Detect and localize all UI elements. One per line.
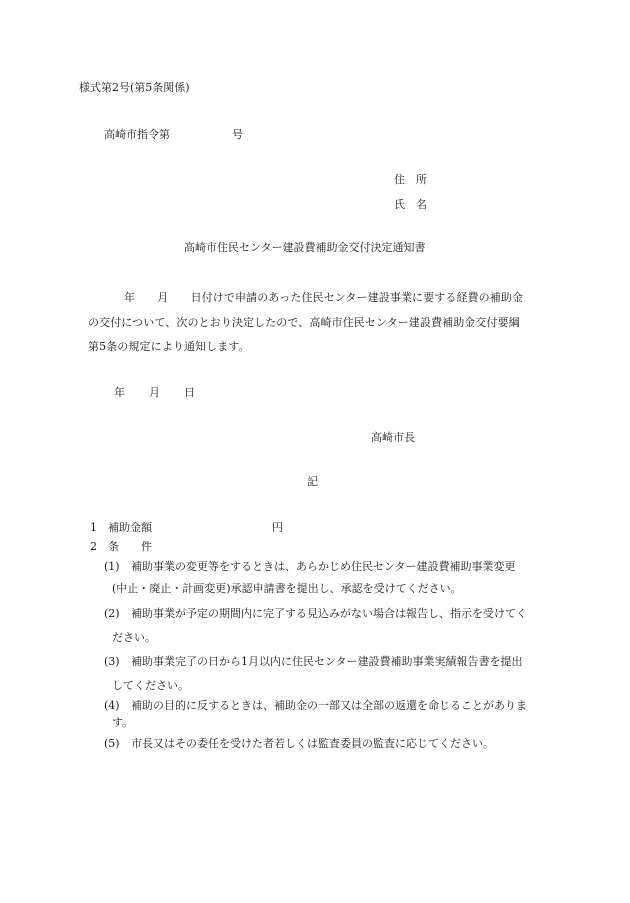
condition-2-line1: 補助事業が予定の期間内に完了する見込みがない場合は報告し、指示を受けてく [131, 607, 527, 620]
condition-4-line1: 補助の目的に反するときは、補助金の一部又は全部の返還を命じることがありま [131, 699, 527, 712]
address-label: 住 所 [394, 173, 427, 186]
condition-3-line1: 補助事業完了の日から1月以内に住民センター建設費補助事業実績報告書を提出 [131, 655, 523, 668]
note-heading: 記 [307, 475, 318, 488]
condition-3-line2: してください。 [112, 679, 189, 692]
date-day: 日 [184, 386, 195, 399]
item1-label: 補助金額 [108, 521, 152, 534]
document-title: 高崎市住民センター建設費補助金交付決定通知書 [184, 241, 426, 254]
condition-5-number: (5) [104, 737, 120, 750]
condition-1-line2: (中止・廃止・計画変更)承認申請書を提出し、承認を受けてください。 [112, 582, 462, 595]
body-line-3: 第5条の規定により通知します。 [88, 340, 250, 353]
item2-label: 条 件 [108, 540, 152, 553]
body-line-1: 年 月 日付けで申請のあった住民センター建設事業に要する経費の補助金 [124, 291, 524, 304]
doc-number-suffix: 号 [232, 128, 243, 141]
item1-number: 1 [90, 521, 97, 534]
condition-4-number: (4) [104, 699, 120, 712]
condition-1-line1: 補助事業の変更等をするときは、あらかじめ住民センター建設費補助事業変更 [131, 560, 516, 573]
item2-number: 2 [90, 540, 97, 553]
issuer: 高崎市長 [371, 431, 415, 444]
date-year: 年 [114, 386, 125, 399]
body-line-2: の交付について、次のとおり決定したので、高崎市住民センター建設費補助金交付要綱 [88, 316, 520, 329]
condition-2-line2: ださい。 [112, 631, 156, 644]
item1-unit: 円 [272, 521, 283, 534]
date-month: 月 [149, 386, 160, 399]
form-number: 様式第2号(第5条関係) [79, 81, 190, 94]
condition-5-line1: 市長又はその委任を受けた者若しくは監査委員の監査に応じてください。 [131, 737, 494, 750]
condition-3-number: (3) [104, 655, 120, 668]
doc-number-prefix: 高崎市指令第 [104, 128, 170, 141]
name-label: 氏 名 [394, 198, 427, 211]
condition-4-line2: す。 [112, 716, 134, 729]
condition-1-number: (1) [104, 560, 120, 573]
condition-2-number: (2) [104, 607, 120, 620]
